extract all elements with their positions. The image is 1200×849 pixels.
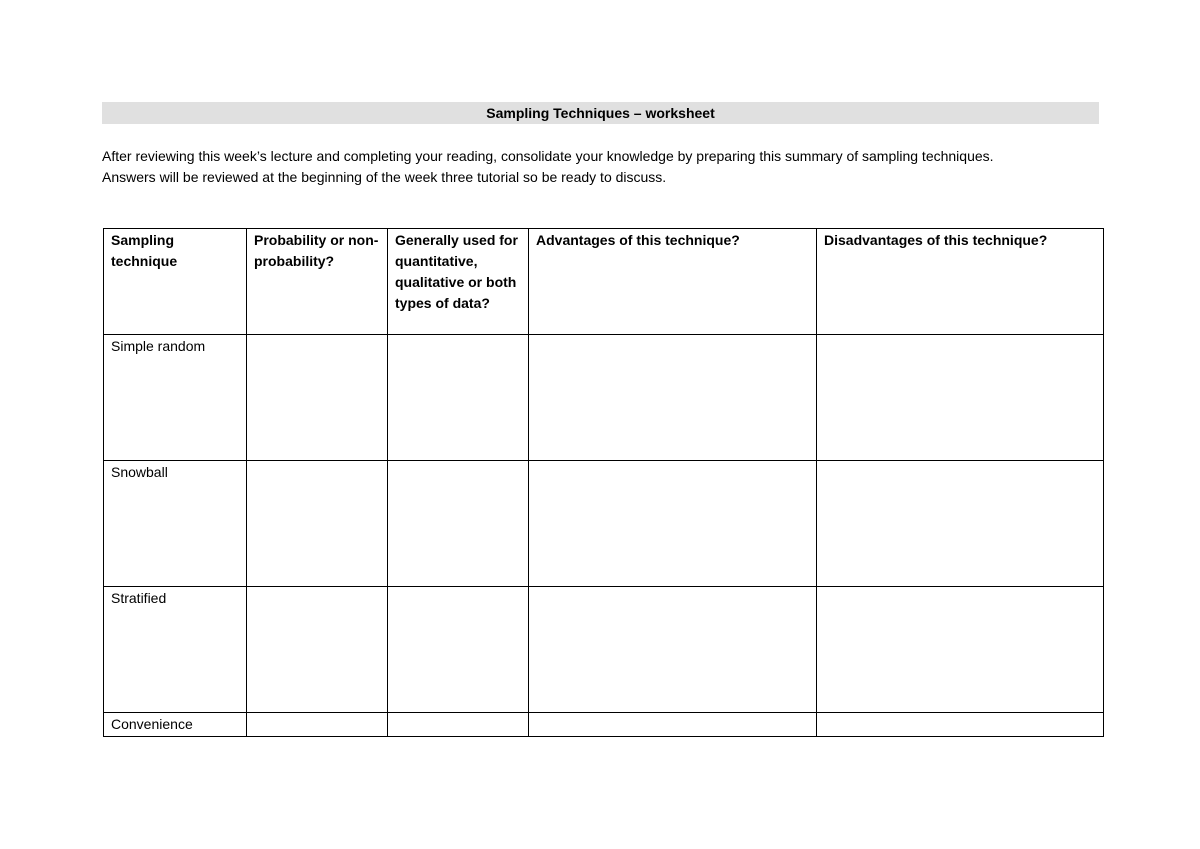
advantages-cell[interactable]: [529, 335, 817, 461]
instructions-line-2: Answers will be reviewed at the beginning of the week three tutorial so be ready to discuss.: [102, 169, 667, 185]
probability-cell[interactable]: [247, 587, 388, 713]
instructions: [102, 146, 1062, 188]
table-row: [104, 335, 1104, 461]
technique-cell: Simple random: [104, 335, 247, 461]
disadvantages-cell[interactable]: [817, 461, 1104, 587]
disadvantages-cell[interactable]: [817, 713, 1104, 737]
table-row: [104, 461, 1104, 587]
data-type-cell[interactable]: [388, 335, 529, 461]
worksheet-title: Sampling Techniques – worksheet: [102, 102, 1099, 124]
data-type-cell[interactable]: [388, 587, 529, 713]
advantages-cell[interactable]: [529, 587, 817, 713]
data-type-cell[interactable]: [388, 461, 529, 587]
sampling-techniques-table: [103, 228, 1104, 737]
disadvantages-cell[interactable]: [817, 587, 1104, 713]
advantages-cell[interactable]: [529, 461, 817, 587]
technique-cell: Snowball: [104, 461, 247, 587]
data-type-cell[interactable]: [388, 713, 529, 737]
instructions-line-1: After reviewing this week’s lecture and completing your reading, consolidate your knowledge by preparing this summary of sampling techniques.: [102, 148, 994, 164]
probability-cell[interactable]: [247, 713, 388, 737]
header-sampling-technique: Sampling technique: [104, 229, 247, 335]
probability-cell[interactable]: [247, 461, 388, 587]
probability-cell[interactable]: [247, 335, 388, 461]
table-row: [104, 713, 1104, 737]
table-header-row: [104, 229, 1104, 335]
disadvantages-cell[interactable]: [817, 335, 1104, 461]
header-disadvantages: Disadvantages of this technique?: [817, 229, 1104, 335]
table-row: [104, 587, 1104, 713]
header-advantages: Advantages of this technique?: [529, 229, 817, 335]
header-data-type: Generally used for quantitative, qualitative or both types of data?: [388, 229, 529, 335]
technique-cell: Convenience: [104, 713, 247, 737]
header-probability: Probability or non-probability?: [247, 229, 388, 335]
advantages-cell[interactable]: [529, 713, 817, 737]
technique-cell: Stratified: [104, 587, 247, 713]
